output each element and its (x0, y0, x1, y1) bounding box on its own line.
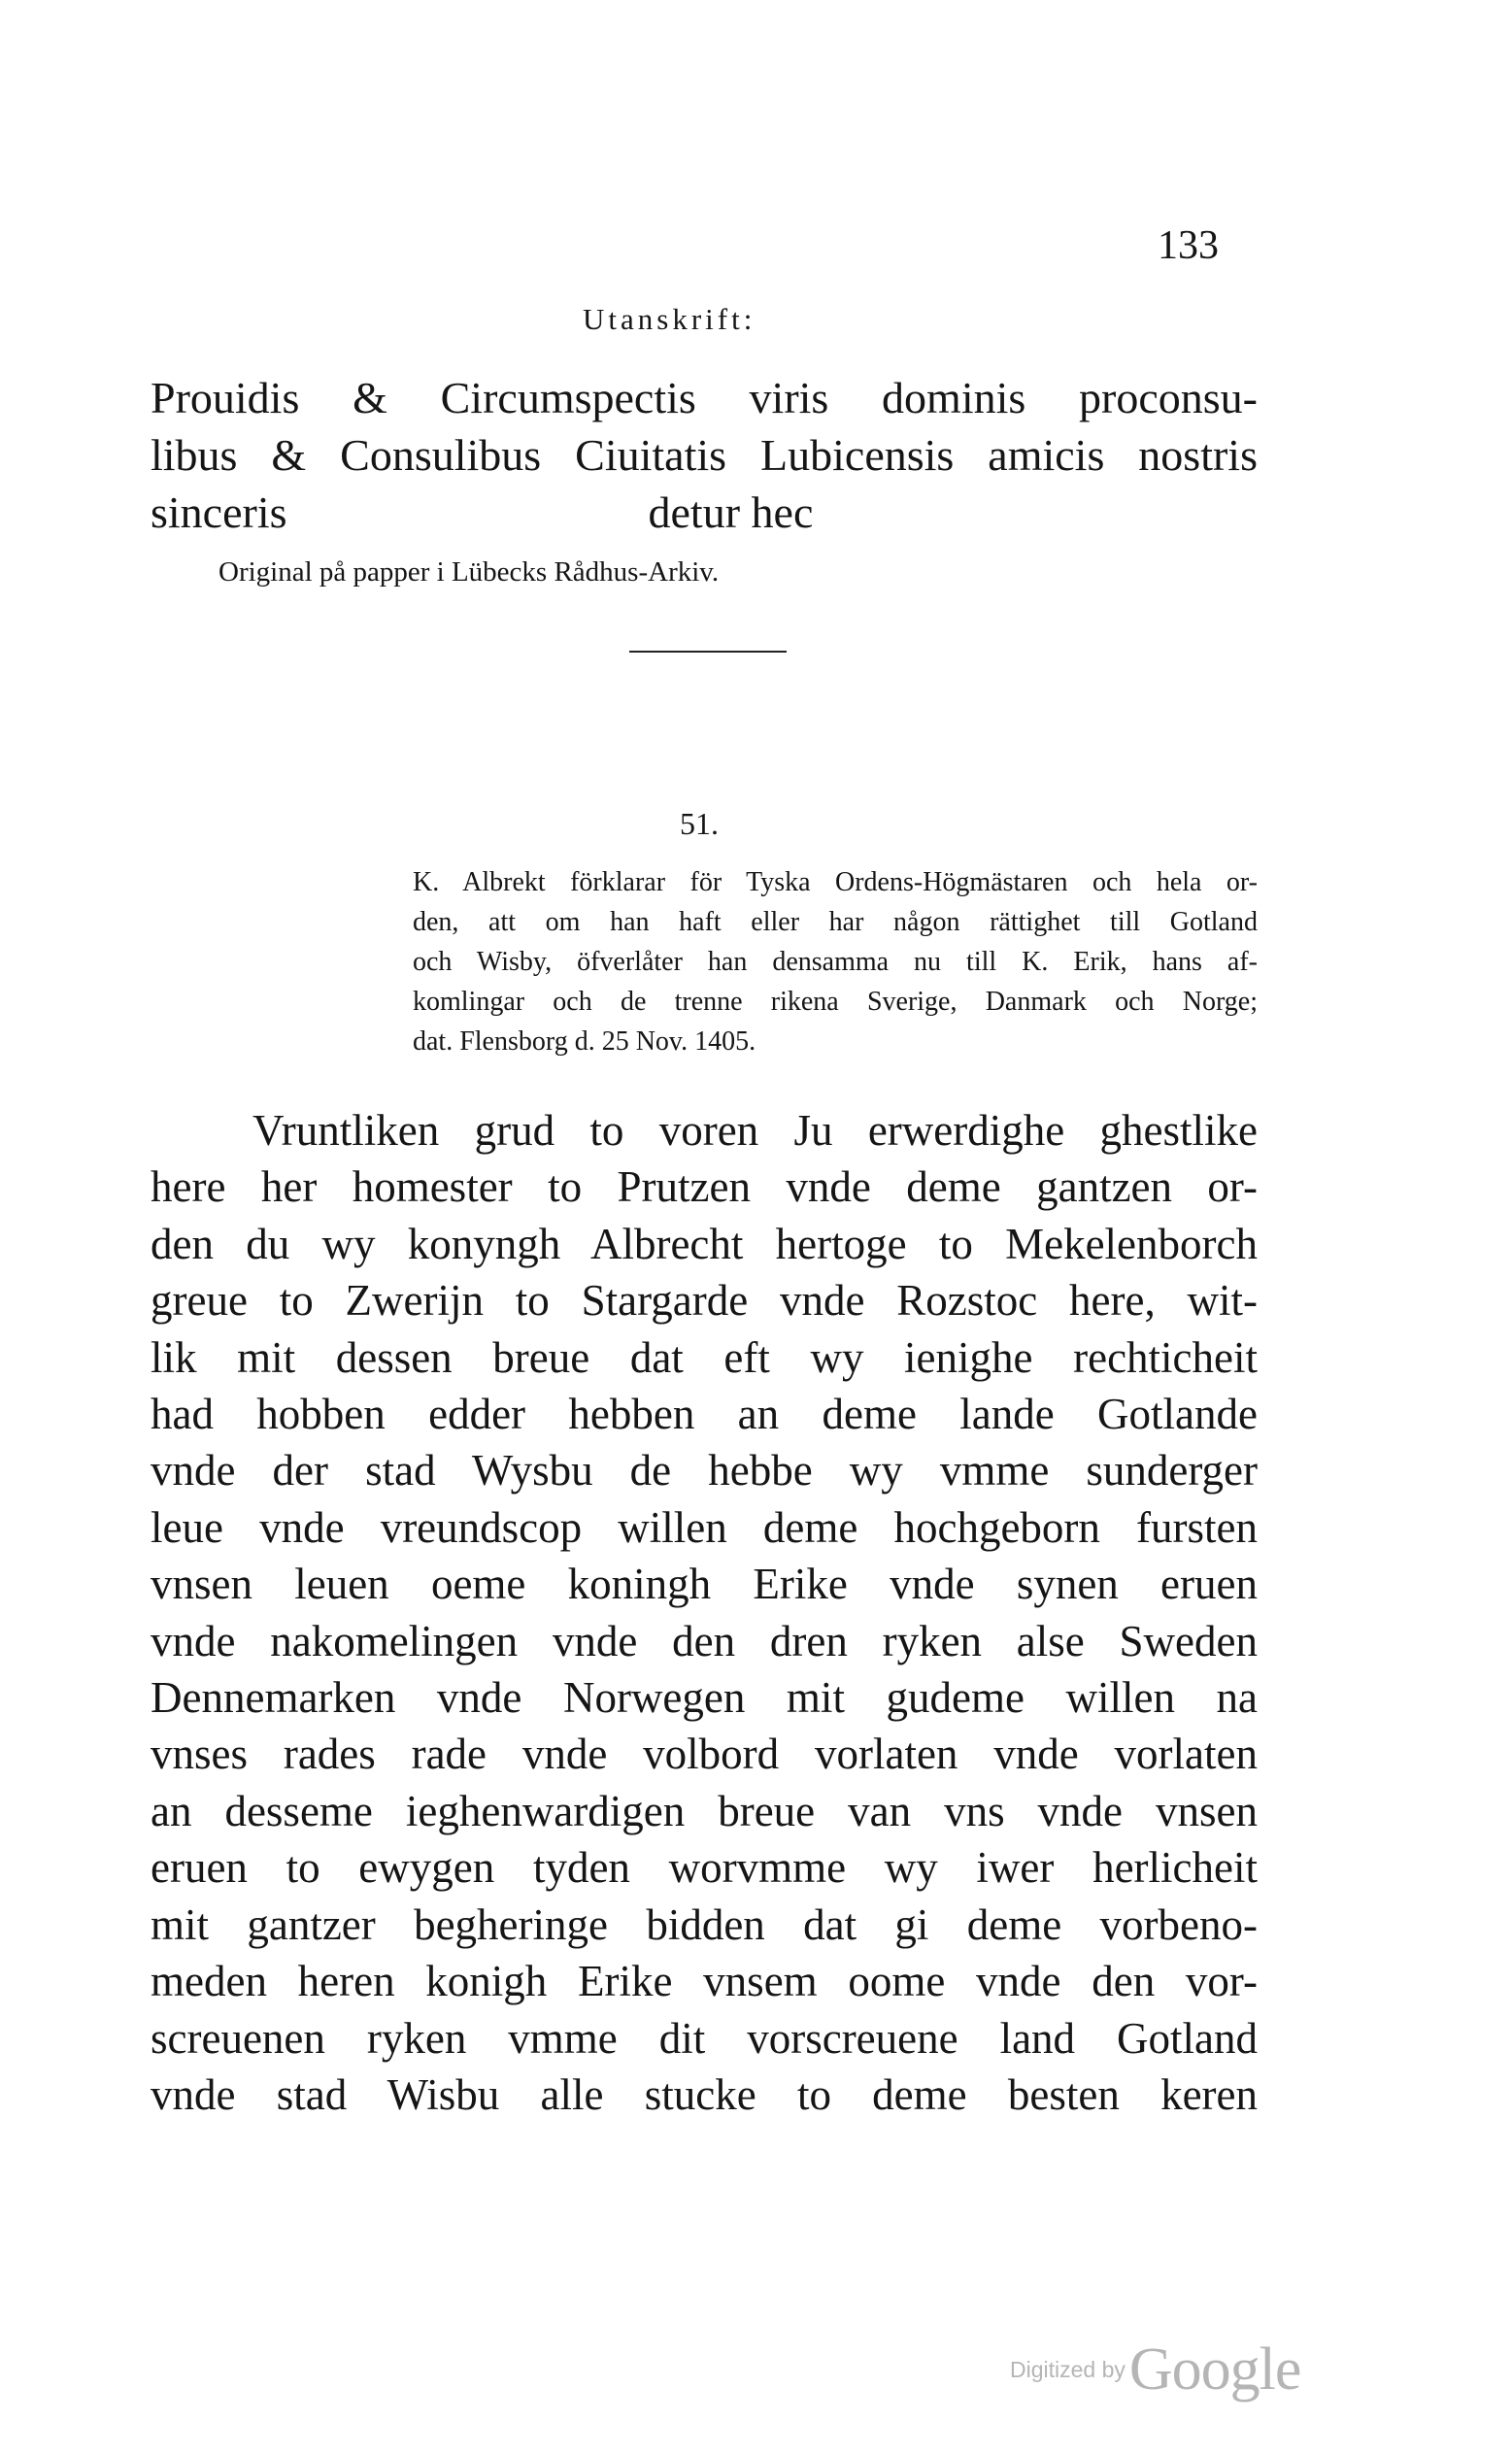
address-line: Prouidis & Circumspectis viris dominis proconsu- (151, 373, 1258, 422)
summary-line: dat. Flensborg d. 25 Nov. 1405. (413, 1026, 756, 1057)
body-line: den du wy konyngh Albrecht hertoge to Mekelenborch (151, 1219, 1258, 1268)
body-line: vnde stad Wisbu alle stucke to deme besten keren (151, 2069, 1258, 2119)
summary-line: och Wisby, öfverlåter han densamma nu till K. Erik, hans af- (413, 947, 1258, 977)
address-sinceris: sinceris (151, 487, 287, 537)
summary-line: K. Albrekt förklarar för Tyska Ordens-Högmästaren och hela or- (413, 867, 1258, 897)
heading-label: Utanskrift: (583, 302, 756, 336)
body-line: screuenen ryken vmme dit vorscreuene land Gotland (151, 2013, 1258, 2063)
address-line: libus & Consulibus Ciuitatis Lubicensis amicis nostris (151, 430, 1258, 480)
address-detur-hec: detur hec (648, 487, 814, 537)
google-logo: Google (1128, 2336, 1301, 2403)
body-line: leue vnde vreundscop willen deme hochgeborn fursten (151, 1502, 1258, 1552)
page-number: 133 (1158, 223, 1219, 268)
body-line: vnde der stad Wysbu de hebbe wy vmme sunderger (151, 1446, 1258, 1496)
document-number: 51. (680, 806, 719, 841)
body-line: an desseme ieghenwardigen breue van vns vnde vnsen (151, 1786, 1258, 1835)
body-line: meden heren konigh Erike vnsem oome vnde den vor- (151, 1957, 1258, 2006)
body-line: here her homester to Prutzen vnde deme gantzen or- (151, 1162, 1258, 1212)
watermark-prefix: Digitized by (1010, 2357, 1126, 2382)
body-line: Vruntliken grud to voren Ju erwerdighe ghestlike (252, 1106, 1258, 1155)
body-line: vnsen leuen oeme koningh Erike vnde synen eruen (151, 1560, 1258, 1609)
address-block (151, 369, 1258, 541)
summary-line: komlingar och de trenne rikena Sverige, Danmark och Norge; (413, 987, 1258, 1017)
source-note: Original på papper i Lübecks Rådhus-Arkiv. (218, 556, 720, 588)
summary-line: den, att om han haft eller har någon rättighet till Gotland (413, 907, 1258, 937)
address-line-last (151, 484, 1258, 541)
body-line: had hobben edder hebben an deme lande Gotlande (151, 1390, 1258, 1439)
body-line: greue to Zwerijn to Stargarde vnde Rozstoc here, wit- (151, 1276, 1258, 1326)
body-line: lik mit dessen breue dat eft wy ienighe rechticheit (151, 1332, 1258, 1382)
body-line: Dennemarken vnde Norwegen mit gudeme willen na (151, 1673, 1258, 1723)
body-line: eruen to ewygen tyden worvmme wy iwer herlicheit (151, 1843, 1258, 1893)
document-summary (413, 862, 1258, 1061)
document-body (151, 1102, 1258, 2123)
body-line: vnde nakomelingen vnde den dren ryken alse Sweden (151, 1616, 1258, 1665)
section-divider (629, 651, 787, 653)
body-line: mit gantzer begheringe bidden dat gi deme vorbeno- (151, 1899, 1258, 1949)
digitized-watermark (1010, 2336, 1300, 2404)
body-line: vnses rades rade vnde volbord vorlaten vnde vorlaten (151, 1730, 1258, 1779)
